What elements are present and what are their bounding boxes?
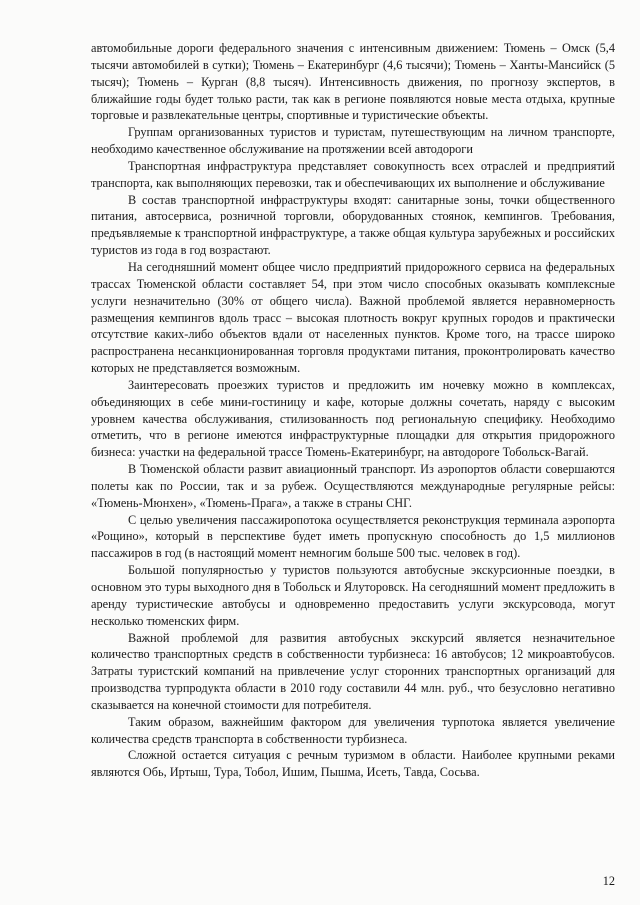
paragraph: На сегодняшний момент общее число предприятий придорожного сервиса на федеральных трассах Тюменской области составляет 54, при этом число способных оказывать комплексные услуги незначительно (30% от общего числа). Важной проблемой является неравномерность размещения кемпингов вдоль трасс – высокая плотность вокруг крупных городов и практически отсутствие каких-либо объектов вдали от населенных пунктов. Кроме того, на трассе широко распространена несанкционированная торговля продуктами питания, проконтролировать качество которых не представляется возможным.: [91, 259, 615, 376]
paragraph: Большой популярностью у туристов пользуются автобусные экскурсионные поездки, в основном это туры выходного дня в Тобольск и Ялуторовск. На сегодняшний момент предложить в аренду туристические автобусы и одновременно предоставить услуги экскурсовода, могут несколько тюменских фирм.: [91, 563, 615, 628]
paragraph: Заинтересовать проезжих туристов и предложить им ночевку можно в комплексах, объединяющих в себе мини-гостиницу и кафе, которые должны сочетать, наряду с высоким уровнем качества обслуживания, стилизованность под региональную специфику. Необходимо отметить, что в регионе имеются инфраструктурные площадки для открытия придорожного бизнеса: участки на федеральной трассе Тюмень-Екатеринбург, на автодороге Тобольск-Вагай.: [91, 377, 615, 460]
paragraph: В состав транспортной инфраструктуры входят: санитарные зоны, точки общественного питания, автосервиса, розничной торговли, оборудованных стоянок, кемпингов. Требования, предъявляемые к транспортной инфраструктуре, а также общая культура зарубежных и российских туристов из года в год возрастают.: [91, 192, 615, 258]
paragraph: Важной проблемой для развития автобусных экскурсий является незначительное количество транспортных средств в собственности турбизнеса: 16 автобусов; 12 микроавтобусов. Затраты туристский компаний на привлечение услуг сторонних транспортных организаций для производства турпродукта области в 2010 году составили 44 млн. руб., что безусловно негативно сказывается на конечной стоимости для потребителя.: [91, 630, 615, 712]
paragraph: автомобильные дороги федерального значения с интенсивным движением: Тюмень – Омск (5,4 тысячи автомобилей в сутки); Тюмень – Екатеринбург (4,6 тысячи); Тюмень – Ханты-Мансийск (5 тысяч); Тюмень – Курган (8,8 тысяч). Интенсивность движения, по прогнозу экспертов, в ближайшие годы будет только расти, так как в регионе появляются новые места отдыха, крупные торговые и развлекательные центры, спортивные и туристические объекты.: [91, 41, 615, 123]
paragraph: В Тюменской области развит авиационный транспорт. Из аэропортов области совершаются полеты как по России, так и за рубеж. Осуществляются международные регулярные рейсы: «Тюмень-Мюнхен», «Тюмень-Прага», а также в страны СНГ.: [91, 462, 615, 510]
paragraph: С целью увеличения пассажиропотока осуществляется реконструкция терминала аэропорта «Рощино», который в перспективе будет иметь пропускную способность до 1,5 миллионов пассажиров в год (в настоящий момент немногим больше 500 тыс. человек в год).: [91, 512, 615, 561]
paragraph: Таким образом, важнейшим фактором для увеличения турпотока является увеличение количества средств транспорта в собственности турбизнеса.: [91, 714, 615, 746]
paragraph: Сложной остается ситуация с речным туризмом в области. Наиболее крупными реками являются Обь, Иртыш, Тура, Тобол, Ишим, Пышма, Исеть, Тавда, Сосьва.: [91, 748, 615, 780]
paragraph: Группам организованных туристов и туристам, путешествующим на личном транспорте, необходимо качественное обслуживание на протяжении всей автодороги: [91, 125, 615, 157]
paragraph: Транспортная инфраструктура представляет совокупность всех отраслей и предприятий транспорта, как выполняющих перевозки, так и обеспечивающих их выполнение и обслуживание: [91, 158, 615, 190]
document-body: [91, 40, 615, 781]
page-number: 12: [602, 874, 615, 888]
